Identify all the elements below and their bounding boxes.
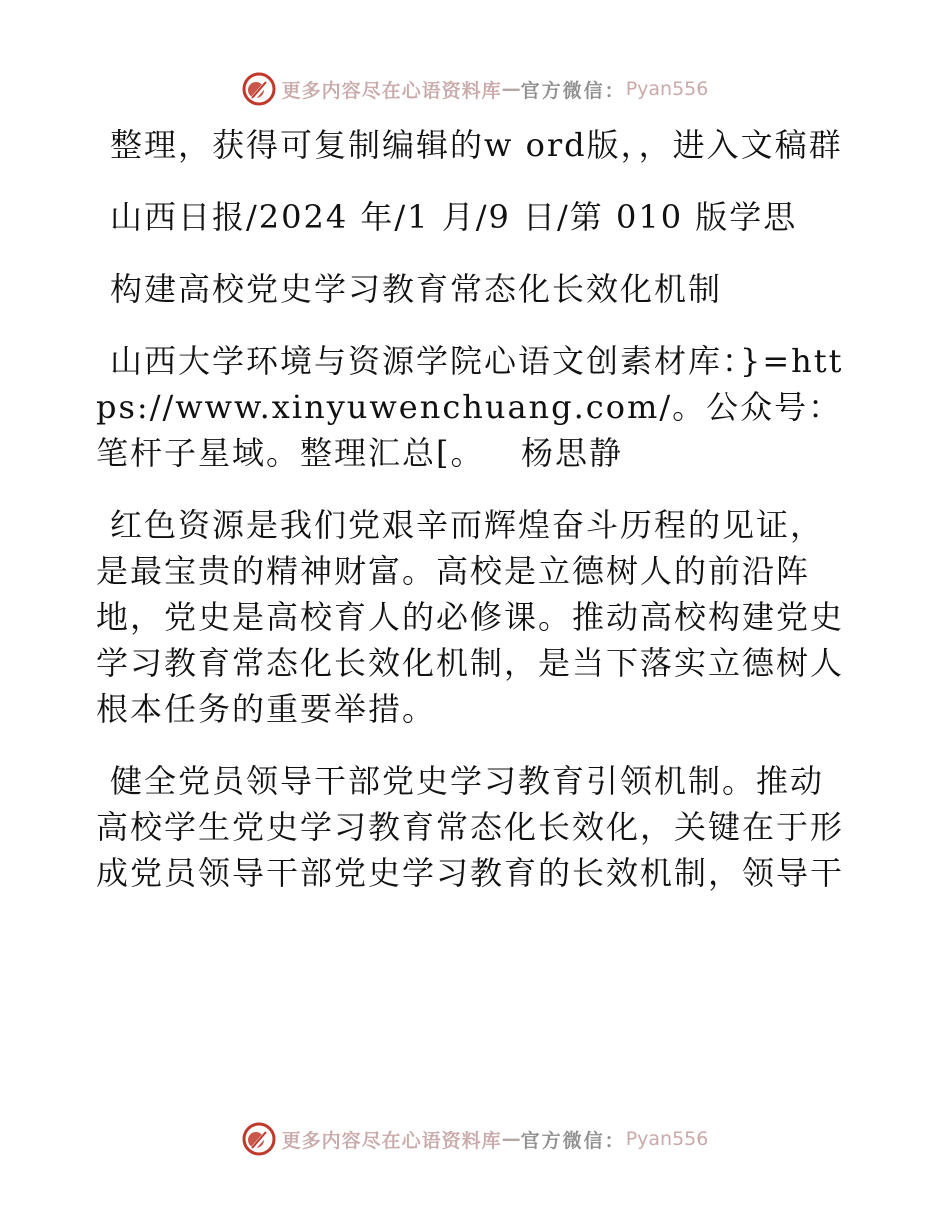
banner-wechat-label: 官方微信： bbox=[520, 1129, 626, 1152]
footer-banner bbox=[0, 1122, 950, 1156]
pen-logo-icon bbox=[242, 1122, 276, 1156]
paragraph-source-line: 山西日报/2024 年/1 月/9 日/第 010 版学思 bbox=[110, 198, 798, 236]
document-body bbox=[96, 122, 856, 922]
banner-wechat-id: Pyan556 bbox=[625, 78, 709, 100]
banner-main-text: 更多内容尽在心语资料库 bbox=[281, 1129, 502, 1152]
paragraph-body-1: 红色资源是我们党艰辛而辉煌奋斗历程的见证，是最宝贵的精神财富。高校是立德树人的前沿阵地，党史是高校育人的必修课。推动高校构建党史学习教育常态化长效化机制，是当下落实立德树人根本任务的重要举措。 bbox=[96, 506, 845, 728]
banner-dash: — bbox=[501, 78, 521, 100]
article-title: 构建高校党史学习教育常态化长效化机制 bbox=[110, 270, 723, 308]
banner-wechat-label: 官方微信： bbox=[520, 79, 626, 102]
header-banner bbox=[0, 72, 950, 106]
banner-wechat-id: Pyan556 bbox=[625, 1128, 709, 1150]
pen-logo-icon bbox=[242, 72, 276, 106]
paragraph-author-line: 山西大学环境与资源学院心语文创素材库：}=https://www.xinyuwenchuang.com/。公众号：笔杆子星域。整理汇总[。 杨思静 bbox=[96, 342, 844, 472]
banner-dash: — bbox=[501, 1128, 521, 1150]
paragraph-body-2: 健全党员领导干部党史学习教育引领机制。推动高校学生党史学习教育常态化长效化，关键在于形成党员领导干部党史学习教育的长效机制，领导干 bbox=[96, 762, 845, 892]
banner-main-text: 更多内容尽在心语资料库 bbox=[281, 79, 502, 102]
paragraph-intro-note: 整理，获得可复制编辑的w ord版，，进入文稿群 bbox=[110, 126, 843, 164]
